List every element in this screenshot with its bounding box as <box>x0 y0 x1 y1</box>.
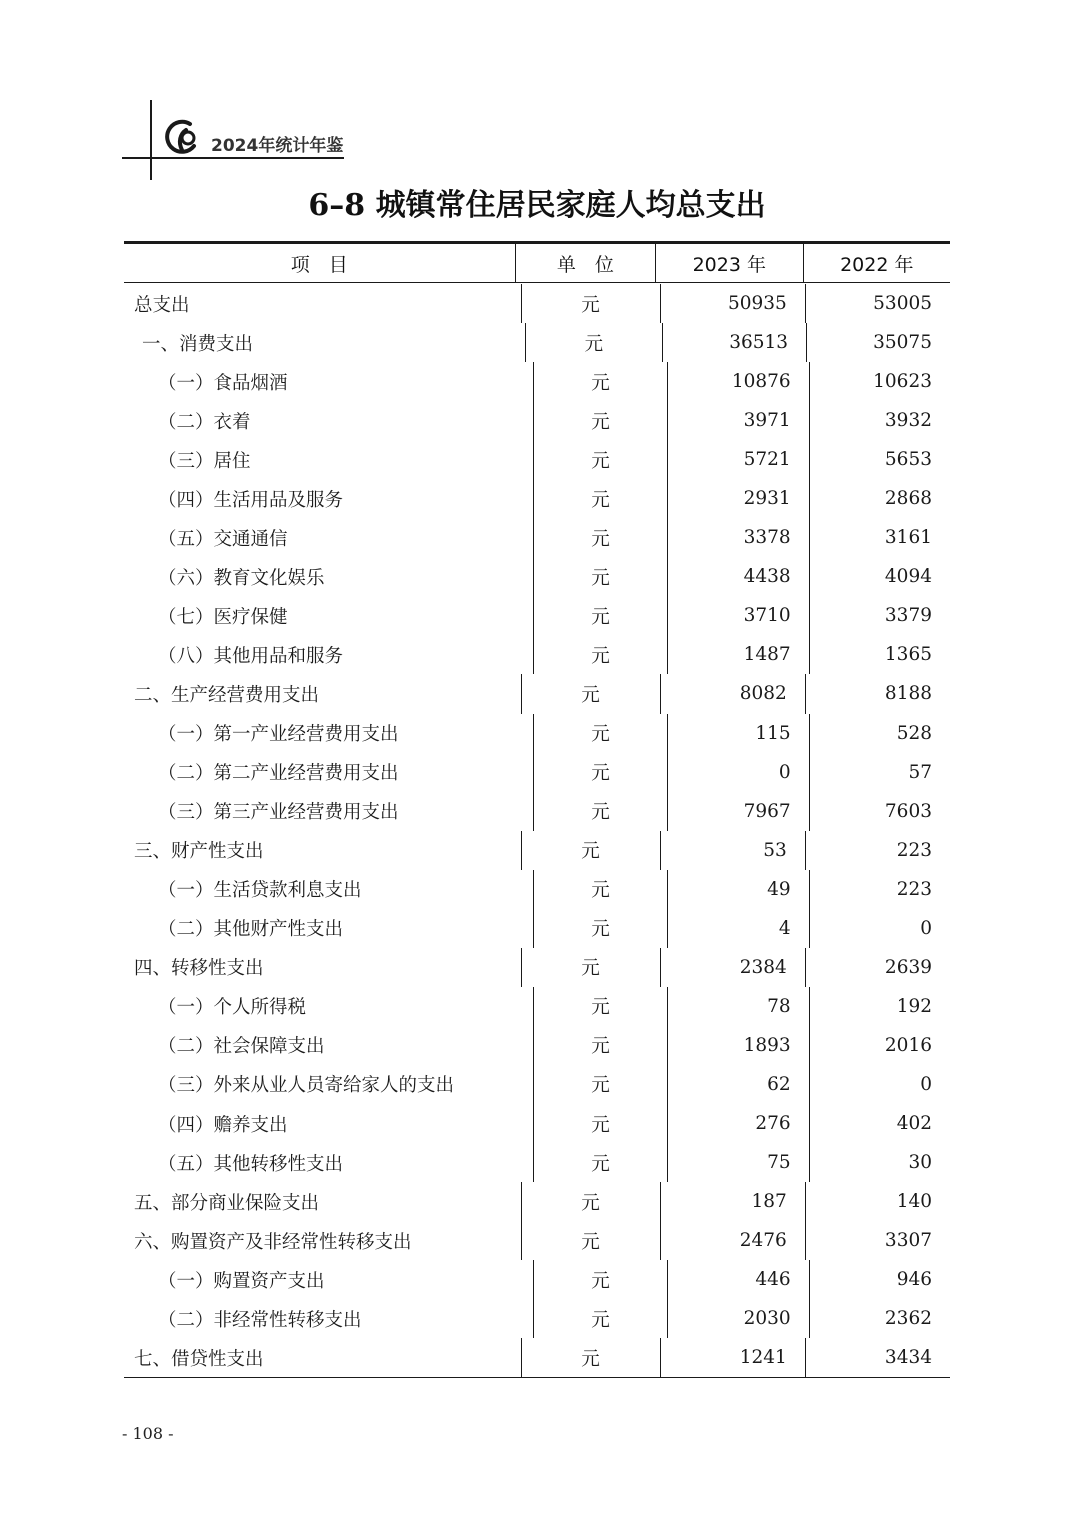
row-unit: 元 <box>533 714 668 753</box>
row-value-2023: 5721 <box>667 440 808 479</box>
row-item-label: 三、财产性支出 <box>134 841 264 863</box>
row-unit: 元 <box>533 753 668 792</box>
row-item-label: （三）外来从业人员寄给家人的支出 <box>158 1075 455 1097</box>
row-value-2022: 3434 <box>805 1338 950 1377</box>
row-item-label: 五、部分商业保险支出 <box>134 1192 320 1214</box>
table-row <box>124 323 950 362</box>
row-value-2022: 8188 <box>805 674 950 713</box>
table-row <box>124 479 950 518</box>
row-item-label: （四）生活用品及服务 <box>158 489 344 511</box>
row-value-2022: 402 <box>809 1104 950 1143</box>
row-value-2023: 2030 <box>667 1299 808 1338</box>
row-value-2022: 946 <box>809 1260 950 1299</box>
row-value-2023: 36513 <box>662 323 806 362</box>
table-row <box>124 831 950 870</box>
row-value-2022: 223 <box>809 870 950 909</box>
crop-mark-horizontal <box>122 157 344 159</box>
row-value-2022: 4094 <box>809 557 950 596</box>
table-row <box>124 362 950 401</box>
page-title: 6–8 城镇常住居民家庭人均总支出 <box>308 188 766 223</box>
row-value-2022: 5653 <box>809 440 950 479</box>
row-unit: 元 <box>533 440 668 479</box>
crop-mark-vertical <box>150 100 152 180</box>
table-row <box>124 557 950 596</box>
row-item-label: 七、借贷性支出 <box>134 1348 264 1370</box>
row-unit: 元 <box>525 323 663 362</box>
table-row <box>124 401 950 440</box>
row-value-2022: 30 <box>809 1143 950 1182</box>
row-value-2023: 10876 <box>667 362 808 401</box>
row-unit: 元 <box>521 948 660 987</box>
row-unit: 元 <box>533 1260 668 1299</box>
row-item-label: （五）交通通信 <box>158 528 288 550</box>
row-unit: 元 <box>533 1026 668 1065</box>
row-value-2022: 528 <box>809 714 950 753</box>
row-item-label: （五）其他转移性支出 <box>158 1153 344 1175</box>
row-value-2023: 49 <box>667 870 808 909</box>
row-value-2023: 62 <box>667 1065 808 1104</box>
row-value-2023: 8082 <box>660 674 805 713</box>
header-2023: 2023 年 <box>655 244 802 282</box>
table-row <box>124 518 950 557</box>
row-value-2022: 57 <box>809 753 950 792</box>
row-item-label: 六、购置资产及非经常性转移支出 <box>134 1231 412 1253</box>
row-value-2022: 3932 <box>809 401 950 440</box>
row-unit: 元 <box>521 284 660 323</box>
row-value-2022: 2639 <box>805 948 950 987</box>
row-item-label: 一、消费支出 <box>142 333 254 355</box>
row-value-2023: 276 <box>667 1104 808 1143</box>
row-unit: 元 <box>521 1338 660 1377</box>
row-unit: 元 <box>533 987 668 1026</box>
row-value-2023: 187 <box>660 1182 805 1221</box>
table-row <box>124 870 950 909</box>
row-value-2023: 78 <box>667 987 808 1026</box>
row-item-label: （四）赡养支出 <box>158 1114 288 1136</box>
row-value-2022: 10623 <box>809 362 950 401</box>
row-item-label: （二）衣着 <box>158 411 251 433</box>
row-item-label: 二、生产经营费用支出 <box>134 684 320 706</box>
data-table <box>124 241 950 1378</box>
row-item-label: （一）食品烟酒 <box>158 372 288 394</box>
row-unit: 元 <box>533 1065 668 1104</box>
table-body <box>124 283 950 1377</box>
row-item-label: （二）其他财产性支出 <box>158 919 344 941</box>
row-unit: 元 <box>533 909 668 948</box>
row-value-2023: 53 <box>660 831 805 870</box>
row-unit: 元 <box>533 1299 668 1338</box>
row-item-label: （一）购置资产支出 <box>158 1270 325 1292</box>
table-row <box>124 284 950 323</box>
table-row <box>124 1260 950 1299</box>
row-unit: 元 <box>521 1182 660 1221</box>
row-value-2022: 2868 <box>809 479 950 518</box>
table-row <box>124 909 950 948</box>
row-value-2022: 3161 <box>809 518 950 557</box>
yearbook-logo-icon <box>160 116 204 160</box>
table-row <box>124 714 950 753</box>
table-row <box>124 596 950 635</box>
table-row <box>124 792 950 831</box>
table-row <box>124 1143 950 1182</box>
row-item-label: （三）居住 <box>158 450 251 472</box>
table-row <box>124 1338 950 1377</box>
row-value-2023: 446 <box>667 1260 808 1299</box>
row-value-2022: 192 <box>809 987 950 1026</box>
row-unit: 元 <box>521 1221 660 1260</box>
table-row <box>124 1182 950 1221</box>
row-item-label: （八）其他用品和服务 <box>158 645 344 667</box>
row-value-2023: 115 <box>667 714 808 753</box>
header-unit: 单 位 <box>515 244 655 282</box>
row-item-label: （一）第一产业经营费用支出 <box>158 724 399 746</box>
row-item-label: （二）社会保障支出 <box>158 1036 325 1058</box>
table-row <box>124 440 950 479</box>
row-item-label: （一）个人所得税 <box>158 997 307 1019</box>
row-value-2023: 1893 <box>667 1026 808 1065</box>
table-row <box>124 674 950 713</box>
row-item-label: （三）第三产业经营费用支出 <box>158 802 399 824</box>
row-value-2023: 1241 <box>660 1338 805 1377</box>
row-unit: 元 <box>533 479 668 518</box>
row-value-2023: 7967 <box>667 792 808 831</box>
header-2022: 2022 年 <box>803 244 950 282</box>
row-item-label: 总支出 <box>134 294 190 316</box>
row-value-2022: 140 <box>805 1182 950 1221</box>
row-value-2022: 7603 <box>809 792 950 831</box>
table-row <box>124 635 950 674</box>
yearbook-label: 2024年统计年鉴 <box>211 136 344 156</box>
table-row <box>124 1299 950 1338</box>
table-row <box>124 1065 950 1104</box>
row-unit: 元 <box>533 1143 668 1182</box>
row-value-2022: 53005 <box>805 284 950 323</box>
row-unit: 元 <box>533 870 668 909</box>
row-unit: 元 <box>533 518 668 557</box>
row-value-2023: 3971 <box>667 401 808 440</box>
row-unit: 元 <box>521 831 660 870</box>
row-value-2023: 1487 <box>667 635 808 674</box>
row-value-2022: 223 <box>805 831 950 870</box>
header-item: 项 目 <box>290 253 348 276</box>
row-value-2023: 0 <box>667 753 808 792</box>
row-value-2022: 2362 <box>809 1299 950 1338</box>
row-unit: 元 <box>533 401 668 440</box>
row-unit: 元 <box>533 635 668 674</box>
row-value-2023: 4 <box>667 909 808 948</box>
table-row <box>124 1026 950 1065</box>
row-value-2023: 75 <box>667 1143 808 1182</box>
row-value-2022: 0 <box>809 909 950 948</box>
page-number: - 108 - <box>122 1424 174 1443</box>
row-value-2023: 3710 <box>667 596 808 635</box>
row-unit: 元 <box>533 362 668 401</box>
table-row <box>124 1104 950 1143</box>
row-item-label: （七）医疗保健 <box>158 606 288 628</box>
row-item-label: （二）非经常性转移支出 <box>158 1309 362 1331</box>
row-value-2023: 2384 <box>660 948 805 987</box>
row-value-2022: 3379 <box>809 596 950 635</box>
row-value-2023: 2931 <box>667 479 808 518</box>
row-value-2022: 0 <box>809 1065 950 1104</box>
row-item-label: 四、转移性支出 <box>134 958 264 980</box>
table-row <box>124 948 950 987</box>
row-value-2022: 3307 <box>805 1221 950 1260</box>
row-unit: 元 <box>533 596 668 635</box>
row-value-2023: 2476 <box>660 1221 805 1260</box>
row-unit: 元 <box>533 1104 668 1143</box>
row-value-2023: 50935 <box>660 284 805 323</box>
table-header <box>124 244 950 283</box>
row-unit: 元 <box>521 674 660 713</box>
table-row <box>124 753 950 792</box>
row-value-2022: 1365 <box>809 635 950 674</box>
row-value-2022: 2016 <box>809 1026 950 1065</box>
row-value-2022: 35075 <box>806 323 950 362</box>
row-item-label: （二）第二产业经营费用支出 <box>158 763 399 785</box>
row-unit: 元 <box>533 557 668 596</box>
row-unit: 元 <box>533 792 668 831</box>
table-row <box>124 1221 950 1260</box>
row-item-label: （六）教育文化娱乐 <box>158 567 325 589</box>
row-item-label: （一）生活贷款利息支出 <box>158 880 362 902</box>
row-value-2023: 3378 <box>667 518 808 557</box>
table-row <box>124 987 950 1026</box>
row-value-2023: 4438 <box>667 557 808 596</box>
